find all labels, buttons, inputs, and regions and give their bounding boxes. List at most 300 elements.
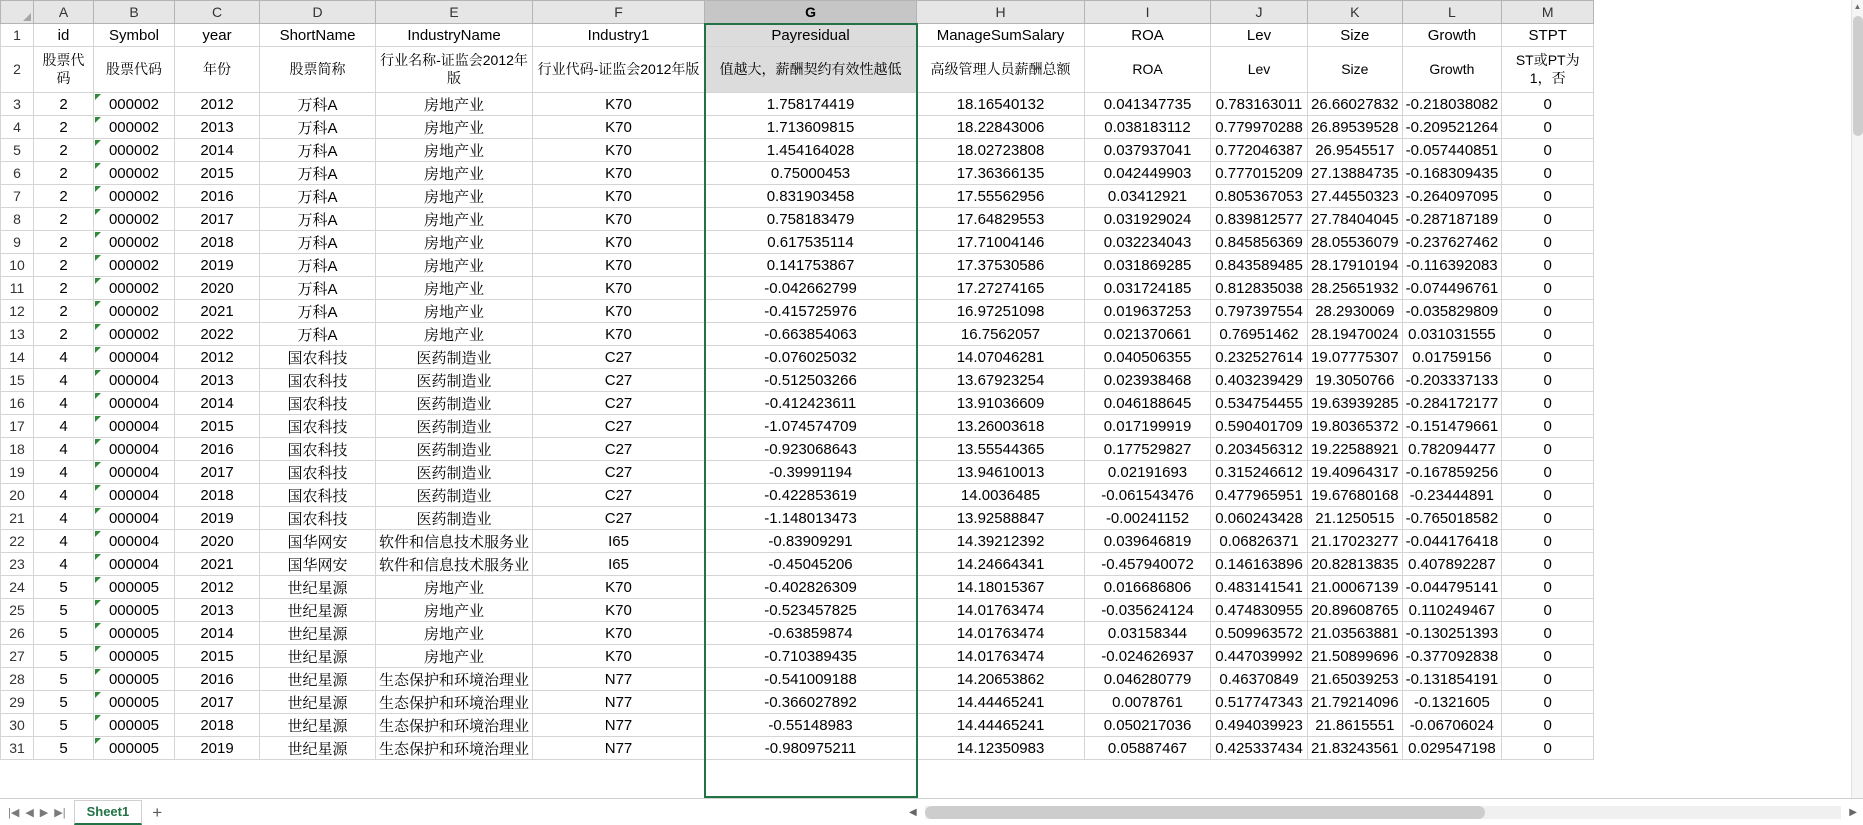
cell-J11[interactable]: 0.812835038 [1211, 277, 1308, 300]
cell-M29[interactable]: 0 [1502, 691, 1594, 714]
cell-K18[interactable]: 19.22588921 [1308, 438, 1403, 461]
cell-G26[interactable]: -0.63859874 [705, 622, 917, 645]
cell-E20[interactable]: 医药制造业 [376, 484, 533, 507]
cell-B12[interactable]: 000002 [94, 300, 175, 323]
cell-E13[interactable]: 房地产业 [376, 323, 533, 346]
cell-K16[interactable]: 19.63939285 [1308, 392, 1403, 415]
cell-B10[interactable]: 000002 [94, 254, 175, 277]
row-header-28[interactable]: 28 [1, 668, 34, 691]
cell-A29[interactable]: 5 [34, 691, 94, 714]
cell-A7[interactable]: 2 [34, 185, 94, 208]
cell-M16[interactable]: 0 [1502, 392, 1594, 415]
cell-L10[interactable]: -0.116392083 [1402, 254, 1502, 277]
cell-B2[interactable]: 股票代码 [94, 47, 175, 93]
row-header-19[interactable]: 19 [1, 461, 34, 484]
cell-M23[interactable]: 0 [1502, 553, 1594, 576]
cell-I17[interactable]: 0.017199919 [1085, 415, 1211, 438]
cell-D27[interactable]: 世纪星源 [260, 645, 376, 668]
cell-F25[interactable]: K70 [533, 599, 705, 622]
cell-J15[interactable]: 0.403239429 [1211, 369, 1308, 392]
column-header-G[interactable]: G [705, 1, 917, 24]
cell-L20[interactable]: -0.23444891 [1402, 484, 1502, 507]
table-row[interactable] [1, 323, 1594, 346]
table-row[interactable] [1, 691, 1594, 714]
column-header-K[interactable]: K [1308, 1, 1403, 24]
cell-C15[interactable]: 2013 [175, 369, 260, 392]
cell-H6[interactable]: 17.36366135 [917, 162, 1085, 185]
cell-G14[interactable]: -0.076025032 [705, 346, 917, 369]
cell-H3[interactable]: 18.16540132 [917, 93, 1085, 116]
cell-L28[interactable]: -0.131854191 [1402, 668, 1502, 691]
cell-K30[interactable]: 21.8615551 [1308, 714, 1403, 737]
cell-J28[interactable]: 0.46370849 [1211, 668, 1308, 691]
cell-D15[interactable]: 国农科技 [260, 369, 376, 392]
row-header-11[interactable]: 11 [1, 277, 34, 300]
cell-B3[interactable]: 000002 [94, 93, 175, 116]
row-header-26[interactable]: 26 [1, 622, 34, 645]
cell-D13[interactable]: 万科A [260, 323, 376, 346]
cell-E25[interactable]: 房地产业 [376, 599, 533, 622]
cell-C3[interactable]: 2012 [175, 93, 260, 116]
cell-H31[interactable]: 14.12350983 [917, 737, 1085, 760]
next-sheet-icon[interactable]: ▶ [39, 806, 49, 819]
table-row[interactable] [1, 507, 1594, 530]
cell-K24[interactable]: 21.00067139 [1308, 576, 1403, 599]
cell-B26[interactable]: 000005 [94, 622, 175, 645]
cell-B9[interactable]: 000002 [94, 231, 175, 254]
cell-I25[interactable]: -0.035624124 [1085, 599, 1211, 622]
cell-E2[interactable]: 行业名称-证监会2012年版 [376, 47, 533, 93]
cell-H24[interactable]: 14.18015367 [917, 576, 1085, 599]
cell-H13[interactable]: 16.7562057 [917, 323, 1085, 346]
cell-C11[interactable]: 2020 [175, 277, 260, 300]
cell-A13[interactable]: 2 [34, 323, 94, 346]
table-row[interactable] [1, 346, 1594, 369]
column-header-L[interactable]: L [1402, 1, 1502, 24]
cell-M30[interactable]: 0 [1502, 714, 1594, 737]
cell-I9[interactable]: 0.032234043 [1085, 231, 1211, 254]
vertical-scroll-thumb[interactable] [1853, 16, 1863, 136]
cell-H30[interactable]: 14.44465241 [917, 714, 1085, 737]
table-row[interactable] [1, 231, 1594, 254]
cell-I6[interactable]: 0.042449903 [1085, 162, 1211, 185]
cell-B31[interactable]: 000005 [94, 737, 175, 760]
cell-G18[interactable]: -0.923068643 [705, 438, 917, 461]
cell-L25[interactable]: 0.110249467 [1402, 599, 1502, 622]
cell-L9[interactable]: -0.237627462 [1402, 231, 1502, 254]
cell-G27[interactable]: -0.710389435 [705, 645, 917, 668]
row-header-7[interactable]: 7 [1, 185, 34, 208]
cell-K8[interactable]: 27.78404045 [1308, 208, 1403, 231]
row-header-4[interactable]: 4 [1, 116, 34, 139]
cell-E11[interactable]: 房地产业 [376, 277, 533, 300]
cell-F22[interactable]: I65 [533, 530, 705, 553]
cell-C1[interactable]: year [175, 24, 260, 47]
cell-M27[interactable]: 0 [1502, 645, 1594, 668]
row-header-8[interactable]: 8 [1, 208, 34, 231]
row-header-31[interactable]: 31 [1, 737, 34, 760]
table-row[interactable] [1, 484, 1594, 507]
cell-A31[interactable]: 5 [34, 737, 94, 760]
table-row[interactable] [1, 576, 1594, 599]
cell-F28[interactable]: N77 [533, 668, 705, 691]
column-header-J[interactable]: J [1211, 1, 1308, 24]
cell-M17[interactable]: 0 [1502, 415, 1594, 438]
cell-K13[interactable]: 28.19470024 [1308, 323, 1403, 346]
cell-L17[interactable]: -0.151479661 [1402, 415, 1502, 438]
cell-B17[interactable]: 000004 [94, 415, 175, 438]
cell-M2[interactable]: ST或PT为1，否 [1502, 47, 1594, 93]
table-row[interactable] [1, 208, 1594, 231]
cell-K15[interactable]: 19.3050766 [1308, 369, 1403, 392]
table-row[interactable] [1, 714, 1594, 737]
horizontal-scroll-track[interactable] [925, 806, 1842, 819]
cell-E3[interactable]: 房地产业 [376, 93, 533, 116]
cell-D9[interactable]: 万科A [260, 231, 376, 254]
cell-L29[interactable]: -0.1321605 [1402, 691, 1502, 714]
cell-F21[interactable]: C27 [533, 507, 705, 530]
cell-K14[interactable]: 19.07775307 [1308, 346, 1403, 369]
table-row[interactable] [1, 599, 1594, 622]
cell-J9[interactable]: 0.845856369 [1211, 231, 1308, 254]
cell-A16[interactable]: 4 [34, 392, 94, 415]
cell-A15[interactable]: 4 [34, 369, 94, 392]
cell-I16[interactable]: 0.046188645 [1085, 392, 1211, 415]
cell-A25[interactable]: 5 [34, 599, 94, 622]
cell-D26[interactable]: 世纪星源 [260, 622, 376, 645]
cell-F8[interactable]: K70 [533, 208, 705, 231]
cell-K10[interactable]: 28.17910194 [1308, 254, 1403, 277]
cell-M6[interactable]: 0 [1502, 162, 1594, 185]
cell-E31[interactable]: 生态保护和环境治理业 [376, 737, 533, 760]
cell-K5[interactable]: 26.9545517 [1308, 139, 1403, 162]
row-header-30[interactable]: 30 [1, 714, 34, 737]
cell-F9[interactable]: K70 [533, 231, 705, 254]
cell-H4[interactable]: 18.22843006 [917, 116, 1085, 139]
cell-M9[interactable]: 0 [1502, 231, 1594, 254]
cell-C27[interactable]: 2015 [175, 645, 260, 668]
cell-H21[interactable]: 13.92588847 [917, 507, 1085, 530]
cell-B6[interactable]: 000002 [94, 162, 175, 185]
cell-G13[interactable]: -0.663854063 [705, 323, 917, 346]
cell-I1[interactable]: ROA [1085, 24, 1211, 47]
cell-D12[interactable]: 万科A [260, 300, 376, 323]
row-header-16[interactable]: 16 [1, 392, 34, 415]
cell-H14[interactable]: 14.07046281 [917, 346, 1085, 369]
column-header-H[interactable]: H [917, 1, 1085, 24]
cell-M24[interactable]: 0 [1502, 576, 1594, 599]
cell-A6[interactable]: 2 [34, 162, 94, 185]
cell-M13[interactable]: 0 [1502, 323, 1594, 346]
cell-L13[interactable]: 0.031031555 [1402, 323, 1502, 346]
cell-D28[interactable]: 世纪星源 [260, 668, 376, 691]
cell-I10[interactable]: 0.031869285 [1085, 254, 1211, 277]
cell-D18[interactable]: 国农科技 [260, 438, 376, 461]
cell-A28[interactable]: 5 [34, 668, 94, 691]
cell-C17[interactable]: 2015 [175, 415, 260, 438]
column-header-B[interactable]: B [94, 1, 175, 24]
cell-F19[interactable]: C27 [533, 461, 705, 484]
cell-G15[interactable]: -0.512503266 [705, 369, 917, 392]
cell-K6[interactable]: 27.13884735 [1308, 162, 1403, 185]
cell-C21[interactable]: 2019 [175, 507, 260, 530]
last-sheet-icon[interactable]: ▶| [54, 806, 66, 819]
cell-H27[interactable]: 14.01763474 [917, 645, 1085, 668]
cell-D5[interactable]: 万科A [260, 139, 376, 162]
cell-H23[interactable]: 14.24664341 [917, 553, 1085, 576]
cell-M5[interactable]: 0 [1502, 139, 1594, 162]
row-header-5[interactable]: 5 [1, 139, 34, 162]
cell-A21[interactable]: 4 [34, 507, 94, 530]
cell-J7[interactable]: 0.805367053 [1211, 185, 1308, 208]
table-row[interactable] [1, 369, 1594, 392]
cell-M14[interactable]: 0 [1502, 346, 1594, 369]
cell-J30[interactable]: 0.494039923 [1211, 714, 1308, 737]
cell-E27[interactable]: 房地产业 [376, 645, 533, 668]
cell-I4[interactable]: 0.038183112 [1085, 116, 1211, 139]
cell-C24[interactable]: 2012 [175, 576, 260, 599]
cell-L8[interactable]: -0.287187189 [1402, 208, 1502, 231]
scroll-right-icon[interactable]: ▶ [1849, 806, 1857, 818]
cell-G30[interactable]: -0.55148983 [705, 714, 917, 737]
row-header-21[interactable]: 21 [1, 507, 34, 530]
table-row[interactable] [1, 415, 1594, 438]
row-header-29[interactable]: 29 [1, 691, 34, 714]
table-row[interactable] [1, 530, 1594, 553]
cell-H16[interactable]: 13.91036609 [917, 392, 1085, 415]
cell-G2[interactable]: 值越大，薪酬契约有效性越低 [705, 47, 917, 93]
cell-G12[interactable]: -0.415725976 [705, 300, 917, 323]
cell-I3[interactable]: 0.041347735 [1085, 93, 1211, 116]
cell-I11[interactable]: 0.031724185 [1085, 277, 1211, 300]
row-header-25[interactable]: 25 [1, 599, 34, 622]
column-header-F[interactable]: F [533, 1, 705, 24]
cell-E9[interactable]: 房地产业 [376, 231, 533, 254]
cell-D24[interactable]: 世纪星源 [260, 576, 376, 599]
horizontal-scroll-thumb[interactable] [925, 806, 1485, 819]
cell-F17[interactable]: C27 [533, 415, 705, 438]
cell-E24[interactable]: 房地产业 [376, 576, 533, 599]
cell-M7[interactable]: 0 [1502, 185, 1594, 208]
cell-B18[interactable]: 000004 [94, 438, 175, 461]
cell-L22[interactable]: -0.044176418 [1402, 530, 1502, 553]
cell-J4[interactable]: 0.779970288 [1211, 116, 1308, 139]
cell-K29[interactable]: 21.79214096 [1308, 691, 1403, 714]
cell-F11[interactable]: K70 [533, 277, 705, 300]
cell-G16[interactable]: -0.412423611 [705, 392, 917, 415]
column-header-E[interactable]: E [376, 1, 533, 24]
cell-J2[interactable]: Lev [1211, 47, 1308, 93]
cell-C28[interactable]: 2016 [175, 668, 260, 691]
cell-H11[interactable]: 17.27274165 [917, 277, 1085, 300]
cell-F13[interactable]: K70 [533, 323, 705, 346]
cell-K20[interactable]: 19.67680168 [1308, 484, 1403, 507]
table-row[interactable] [1, 162, 1594, 185]
cell-E22[interactable]: 软件和信息技术服务业 [376, 530, 533, 553]
cell-H2[interactable]: 高级管理人员薪酬总额 [917, 47, 1085, 93]
cell-J23[interactable]: 0.146163896 [1211, 553, 1308, 576]
cell-K23[interactable]: 20.82813835 [1308, 553, 1403, 576]
select-all-corner[interactable] [1, 1, 34, 24]
cell-E8[interactable]: 房地产业 [376, 208, 533, 231]
row-header-9[interactable]: 9 [1, 231, 34, 254]
cell-K25[interactable]: 20.89608765 [1308, 599, 1403, 622]
cell-F24[interactable]: K70 [533, 576, 705, 599]
sheet-tab-bar[interactable] [0, 798, 1863, 825]
cell-K12[interactable]: 28.2930069 [1308, 300, 1403, 323]
cell-I29[interactable]: 0.0078761 [1085, 691, 1211, 714]
cell-L4[interactable]: -0.209521264 [1402, 116, 1502, 139]
table-row[interactable] [1, 254, 1594, 277]
cell-M26[interactable]: 0 [1502, 622, 1594, 645]
cell-A8[interactable]: 2 [34, 208, 94, 231]
cell-B19[interactable]: 000004 [94, 461, 175, 484]
cell-I8[interactable]: 0.031929024 [1085, 208, 1211, 231]
cell-A12[interactable]: 2 [34, 300, 94, 323]
cell-A17[interactable]: 4 [34, 415, 94, 438]
cell-E15[interactable]: 医药制造业 [376, 369, 533, 392]
cell-G23[interactable]: -0.45045206 [705, 553, 917, 576]
cell-G20[interactable]: -0.422853619 [705, 484, 917, 507]
cell-C20[interactable]: 2018 [175, 484, 260, 507]
cell-M3[interactable]: 0 [1502, 93, 1594, 116]
cell-I28[interactable]: 0.046280779 [1085, 668, 1211, 691]
cell-C19[interactable]: 2017 [175, 461, 260, 484]
cell-M21[interactable]: 0 [1502, 507, 1594, 530]
cell-M22[interactable]: 0 [1502, 530, 1594, 553]
column-header-D[interactable]: D [260, 1, 376, 24]
cell-E1[interactable]: IndustryName [376, 24, 533, 47]
table-row[interactable] [1, 392, 1594, 415]
cell-B14[interactable]: 000004 [94, 346, 175, 369]
cell-A10[interactable]: 2 [34, 254, 94, 277]
row-header-27[interactable]: 27 [1, 645, 34, 668]
table-row[interactable] [1, 645, 1594, 668]
cell-J21[interactable]: 0.060243428 [1211, 507, 1308, 530]
cell-A24[interactable]: 5 [34, 576, 94, 599]
cell-A27[interactable]: 5 [34, 645, 94, 668]
cell-I13[interactable]: 0.021370661 [1085, 323, 1211, 346]
cell-A1[interactable]: id [34, 24, 94, 47]
cell-C14[interactable]: 2012 [175, 346, 260, 369]
cell-D3[interactable]: 万科A [260, 93, 376, 116]
cell-M11[interactable]: 0 [1502, 277, 1594, 300]
cell-L11[interactable]: -0.074496761 [1402, 277, 1502, 300]
cell-I30[interactable]: 0.050217036 [1085, 714, 1211, 737]
cell-J12[interactable]: 0.797397554 [1211, 300, 1308, 323]
cell-F12[interactable]: K70 [533, 300, 705, 323]
cell-C6[interactable]: 2015 [175, 162, 260, 185]
cell-D7[interactable]: 万科A [260, 185, 376, 208]
cell-I18[interactable]: 0.177529827 [1085, 438, 1211, 461]
cell-G19[interactable]: -0.39991194 [705, 461, 917, 484]
cell-L27[interactable]: -0.377092838 [1402, 645, 1502, 668]
cell-C18[interactable]: 2016 [175, 438, 260, 461]
cell-G29[interactable]: -0.366027892 [705, 691, 917, 714]
cell-A9[interactable]: 2 [34, 231, 94, 254]
vertical-scrollbar[interactable] [1851, 0, 1863, 798]
cell-B29[interactable]: 000005 [94, 691, 175, 714]
cell-B24[interactable]: 000005 [94, 576, 175, 599]
cell-B11[interactable]: 000002 [94, 277, 175, 300]
cell-G3[interactable]: 1.758174419 [705, 93, 917, 116]
cell-B25[interactable]: 000005 [94, 599, 175, 622]
row-header-3[interactable]: 3 [1, 93, 34, 116]
table-row[interactable] [1, 24, 1594, 47]
table-row[interactable] [1, 553, 1594, 576]
table-row[interactable] [1, 93, 1594, 116]
cell-G25[interactable]: -0.523457825 [705, 599, 917, 622]
cell-I24[interactable]: 0.016686806 [1085, 576, 1211, 599]
cell-C22[interactable]: 2020 [175, 530, 260, 553]
cell-B7[interactable]: 000002 [94, 185, 175, 208]
cell-B23[interactable]: 000004 [94, 553, 175, 576]
add-sheet-button[interactable]: + [152, 802, 163, 822]
cell-L2[interactable]: Growth [1402, 47, 1502, 93]
cell-G11[interactable]: -0.042662799 [705, 277, 917, 300]
cell-M10[interactable]: 0 [1502, 254, 1594, 277]
cell-F16[interactable]: C27 [533, 392, 705, 415]
cell-L5[interactable]: -0.057440851 [1402, 139, 1502, 162]
cell-C12[interactable]: 2021 [175, 300, 260, 323]
cell-M18[interactable]: 0 [1502, 438, 1594, 461]
cell-G24[interactable]: -0.402826309 [705, 576, 917, 599]
cell-H9[interactable]: 17.71004146 [917, 231, 1085, 254]
cell-J6[interactable]: 0.777015209 [1211, 162, 1308, 185]
cell-E23[interactable]: 软件和信息技术服务业 [376, 553, 533, 576]
cell-D11[interactable]: 万科A [260, 277, 376, 300]
cell-E28[interactable]: 生态保护和环境治理业 [376, 668, 533, 691]
cell-F23[interactable]: I65 [533, 553, 705, 576]
cell-M28[interactable]: 0 [1502, 668, 1594, 691]
cell-I26[interactable]: 0.03158344 [1085, 622, 1211, 645]
cell-H20[interactable]: 14.0036485 [917, 484, 1085, 507]
cell-H29[interactable]: 14.44465241 [917, 691, 1085, 714]
cell-B16[interactable]: 000004 [94, 392, 175, 415]
row-header-24[interactable]: 24 [1, 576, 34, 599]
cell-H7[interactable]: 17.55562956 [917, 185, 1085, 208]
cell-B5[interactable]: 000002 [94, 139, 175, 162]
cell-K26[interactable]: 21.03563881 [1308, 622, 1403, 645]
cell-M1[interactable]: STPT [1502, 24, 1594, 47]
cell-M8[interactable]: 0 [1502, 208, 1594, 231]
cell-F26[interactable]: K70 [533, 622, 705, 645]
cell-D8[interactable]: 万科A [260, 208, 376, 231]
cell-I15[interactable]: 0.023938468 [1085, 369, 1211, 392]
cell-J8[interactable]: 0.839812577 [1211, 208, 1308, 231]
cell-C29[interactable]: 2017 [175, 691, 260, 714]
scroll-up-icon[interactable]: ▲ [1853, 2, 1862, 11]
cell-E30[interactable]: 生态保护和环境治理业 [376, 714, 533, 737]
cell-E16[interactable]: 医药制造业 [376, 392, 533, 415]
cell-F18[interactable]: C27 [533, 438, 705, 461]
cell-C4[interactable]: 2013 [175, 116, 260, 139]
cell-K9[interactable]: 28.05536079 [1308, 231, 1403, 254]
cell-L6[interactable]: -0.168309435 [1402, 162, 1502, 185]
row-header-23[interactable]: 23 [1, 553, 34, 576]
cell-F2[interactable]: 行业代码-证监会2012年版 [533, 47, 705, 93]
first-sheet-icon[interactable]: |◀ [8, 806, 20, 819]
cell-G5[interactable]: 1.454164028 [705, 139, 917, 162]
row-header-12[interactable]: 12 [1, 300, 34, 323]
cell-F31[interactable]: N77 [533, 737, 705, 760]
cell-L3[interactable]: -0.218038082 [1402, 93, 1502, 116]
cell-B27[interactable]: 000005 [94, 645, 175, 668]
row-header-18[interactable]: 18 [1, 438, 34, 461]
cell-B28[interactable]: 000005 [94, 668, 175, 691]
sheet-tab-sheet1[interactable]: Sheet1 [74, 800, 143, 825]
cell-A23[interactable]: 4 [34, 553, 94, 576]
